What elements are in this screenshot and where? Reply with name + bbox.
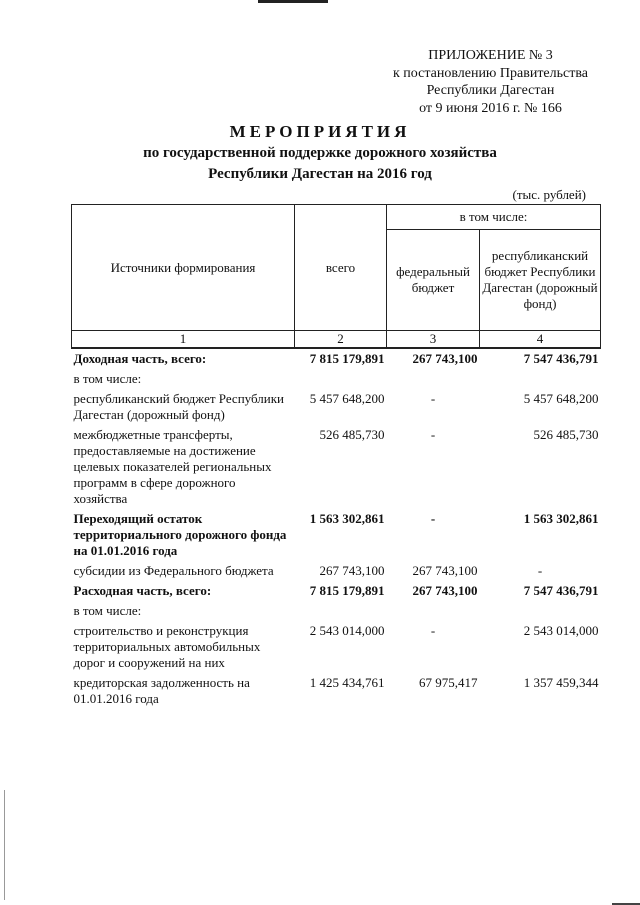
cell-total: 1 563 302,861: [309, 511, 385, 526]
cell-federal: -: [430, 427, 436, 442]
cell-republic: 1 357 459,344: [523, 675, 599, 690]
table-row: [72, 509, 601, 561]
table-row: [72, 561, 601, 581]
cell-source: Расходная часть, всего:: [73, 583, 212, 598]
cell-source: строительство и реконструкция территориальных автомобильных дорог и сооружений на них: [73, 623, 261, 670]
cell-source: в том числе:: [73, 603, 142, 618]
cell-total: 7 815 179,891: [309, 351, 385, 366]
appendix-line-2: к постановлению Правительства: [392, 65, 588, 81]
cell-source: в том числе:: [73, 371, 142, 386]
cell-federal: [387, 369, 480, 389]
header-republic: республиканский бюджет Республики Дагестан (дорожный фонд): [480, 230, 601, 331]
cell-republic: -: [537, 563, 543, 578]
cell-republic: 5 457 648,200: [523, 391, 599, 406]
col-number: 3: [387, 331, 480, 349]
cell-total: 5 457 648,200: [309, 391, 385, 406]
table-row: [72, 621, 601, 673]
cell-source: Переходящий остаток территориального дорожного фонда на 01.01.2016 года: [73, 511, 287, 558]
cell-republic: 1 563 302,861: [523, 511, 599, 526]
scan-mark-top: [258, 0, 328, 3]
cell-total: 7 815 179,891: [309, 583, 385, 598]
appendix-line-4: от 9 июня 2016 г. № 166: [419, 100, 562, 116]
cell-total: 1 425 434,761: [309, 675, 385, 690]
table-row: [72, 673, 601, 709]
document-subtitle-2: Республики Дагестан на 2016 год: [208, 166, 432, 182]
cell-federal: 267 743,100: [412, 583, 478, 598]
cell-federal: -: [430, 511, 436, 526]
cell-source: кредиторская задолженность на 01.01.2016 года: [73, 675, 250, 706]
cell-source: субсидии из Федерального бюджета: [73, 563, 274, 578]
cell-republic: 2 543 014,000: [523, 623, 599, 638]
units-label: (тыс. рублей): [512, 187, 586, 202]
header-federal: федеральный бюджет: [387, 230, 480, 331]
table-row: [72, 348, 601, 369]
table-row: [72, 389, 601, 425]
cell-federal: -: [430, 391, 436, 406]
cell-source: межбюджетные трансферты, предоставляемые на достижение целевых показателей региональных программ в сфере дорожного хозяйства: [73, 427, 272, 506]
col-number: 2: [295, 331, 387, 349]
measures-table: [71, 204, 601, 709]
cell-total: [295, 369, 387, 389]
document-subtitle-1: по государственной поддержке дорожного хозяйства: [143, 145, 497, 161]
cell-republic: 526 485,730: [533, 427, 599, 442]
cell-republic: 7 547 436,791: [523, 583, 599, 598]
cell-federal: [387, 601, 480, 621]
cell-federal: 267 743,100: [412, 563, 478, 578]
table-row: [72, 581, 601, 601]
scan-edge-left: [4, 790, 5, 900]
cell-total: 267 743,100: [319, 563, 385, 578]
appendix-header: [393, 47, 588, 117]
table-row: [72, 425, 601, 509]
appendix-title: ПРИЛОЖЕНИЕ № 3: [428, 48, 553, 63]
header-source: Источники формирования: [72, 205, 295, 331]
cell-federal: -: [430, 623, 436, 638]
header-including: в том числе:: [387, 205, 601, 230]
cell-source: Доходная часть, всего:: [73, 351, 207, 366]
col-number: 4: [480, 331, 601, 349]
header-total: всего: [295, 205, 387, 331]
cell-republic: [480, 601, 601, 621]
cell-republic: 7 547 436,791: [523, 351, 599, 366]
table-row: [72, 369, 601, 389]
cell-total: [295, 601, 387, 621]
cell-federal: 67 975,417: [419, 675, 478, 690]
cell-republic: [480, 369, 601, 389]
document-title: МЕРОПРИЯТИЯ: [229, 122, 411, 141]
col-number: 1: [72, 331, 295, 349]
cell-federal: 267 743,100: [412, 351, 478, 366]
cell-total: 2 543 014,000: [309, 623, 385, 638]
appendix-line-3: Республики Дагестан: [426, 83, 555, 98]
table-row: [72, 601, 601, 621]
cell-total: 526 485,730: [319, 427, 385, 442]
cell-source: республиканский бюджет Республики Дагестан (дорожный фонд): [73, 391, 284, 422]
